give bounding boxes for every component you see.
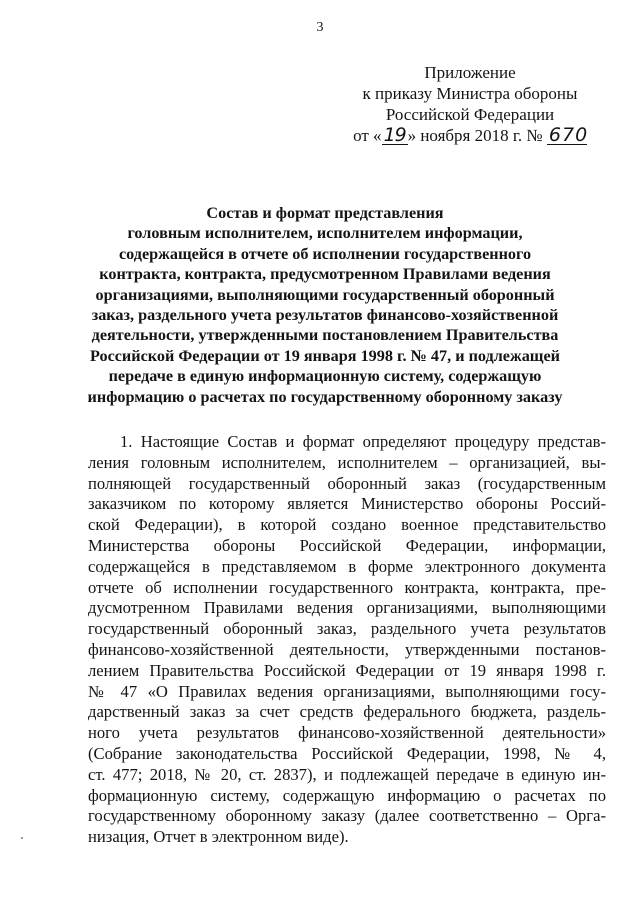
date-middle: » ноября 2018 г. № [407, 126, 543, 145]
page-number: 3 [316, 20, 324, 35]
body-line: Министерства обороны Российской Федерации, информации, [88, 535, 606, 555]
body-line: низация, Отчет в электронном виде). [88, 827, 349, 847]
body-line: государственному оборонному заказу (далее соответственно – Орга- [88, 806, 606, 826]
body-line: (Собрание законодательства Российской Федерации, 1998, № 4, [88, 743, 606, 763]
body-line: государственный оборонный заказ, раздельного учета результатов [88, 619, 606, 639]
body-line: ст. 477; 2018, № 20, ст. 2837), и подлежащей передаче в единую ин- [88, 764, 606, 784]
scan-speck [21, 837, 23, 839]
body-line: ской Федерации), в которой создано военное представительство [88, 515, 606, 535]
body-line: финансово-хозяйственной деятельности, утвержденными постанов- [88, 639, 606, 659]
date-prefix: от « [353, 126, 382, 145]
title-line: головным исполнителем, исполнителем информации, [127, 224, 523, 243]
body-line: 1. Настоящие Состав и формат определяют процедуру представ- [120, 432, 606, 451]
title-line: передаче в единую информационную систему, содержащую [108, 367, 542, 386]
appendix-federation: Российской Федерации [385, 105, 555, 124]
title-line: содержащейся в отчете об исполнении государственного [118, 244, 532, 263]
body-line: содержащейся в представляемом в форме электронного документа [88, 556, 606, 576]
title-line: контракта, контракта, предусмотренном Правилами ведения [99, 265, 551, 284]
body-line: полняющей государственный оборонный заказ (государственным [88, 473, 606, 493]
appendix-date-line [340, 125, 600, 146]
appendix-header [340, 62, 600, 146]
body-line: дарственный заказ за счет средств федерального бюджета, раздель- [88, 702, 606, 722]
body-line: лением Правительства Российской Федерации от 19 января 1998 г. [88, 660, 606, 680]
handwritten-day: 19 [383, 124, 406, 146]
appendix-order-reference: к приказу Министра обороны [362, 84, 578, 103]
body-line: дусмотренном Правилами ведения организациями, выполняющими [88, 598, 606, 618]
document-title [40, 203, 610, 407]
title-line: организациями, выполняющими государственный оборонный [95, 285, 555, 304]
body-line: формационную систему, содержащую информацию о расчетах по [88, 785, 606, 805]
title-line: деятельности, утвержденными постановлением Правительства [91, 326, 559, 345]
body-line: ления головным исполнителем, исполнителем – организацией, вы- [88, 452, 606, 472]
title-line: информацию о расчетах по государственному оборонному заказу [87, 387, 563, 406]
handwritten-order-number: 670 [548, 124, 589, 146]
paragraph-1 [88, 432, 606, 848]
title-line: Состав и формат представления [206, 204, 444, 222]
body-line: заказчиком по которому является Министерство обороны Россий- [88, 494, 606, 514]
appendix-label: Приложение [424, 63, 516, 82]
title-line: заказ, раздельного учета результатов финансово-хозяйственной [91, 306, 559, 325]
title-line: Российской Федерации от 19 января 1998 г. № 47, и подлежащей [89, 346, 560, 365]
body-line: № 47 «О Правилах ведения организациями, выполняющими госу- [88, 681, 606, 701]
body-line: отчете об исполнении государственного контракта, контракта, пре- [88, 577, 606, 597]
body-line: ного учета результатов финансово-хозяйственной деятельности» [88, 723, 606, 743]
